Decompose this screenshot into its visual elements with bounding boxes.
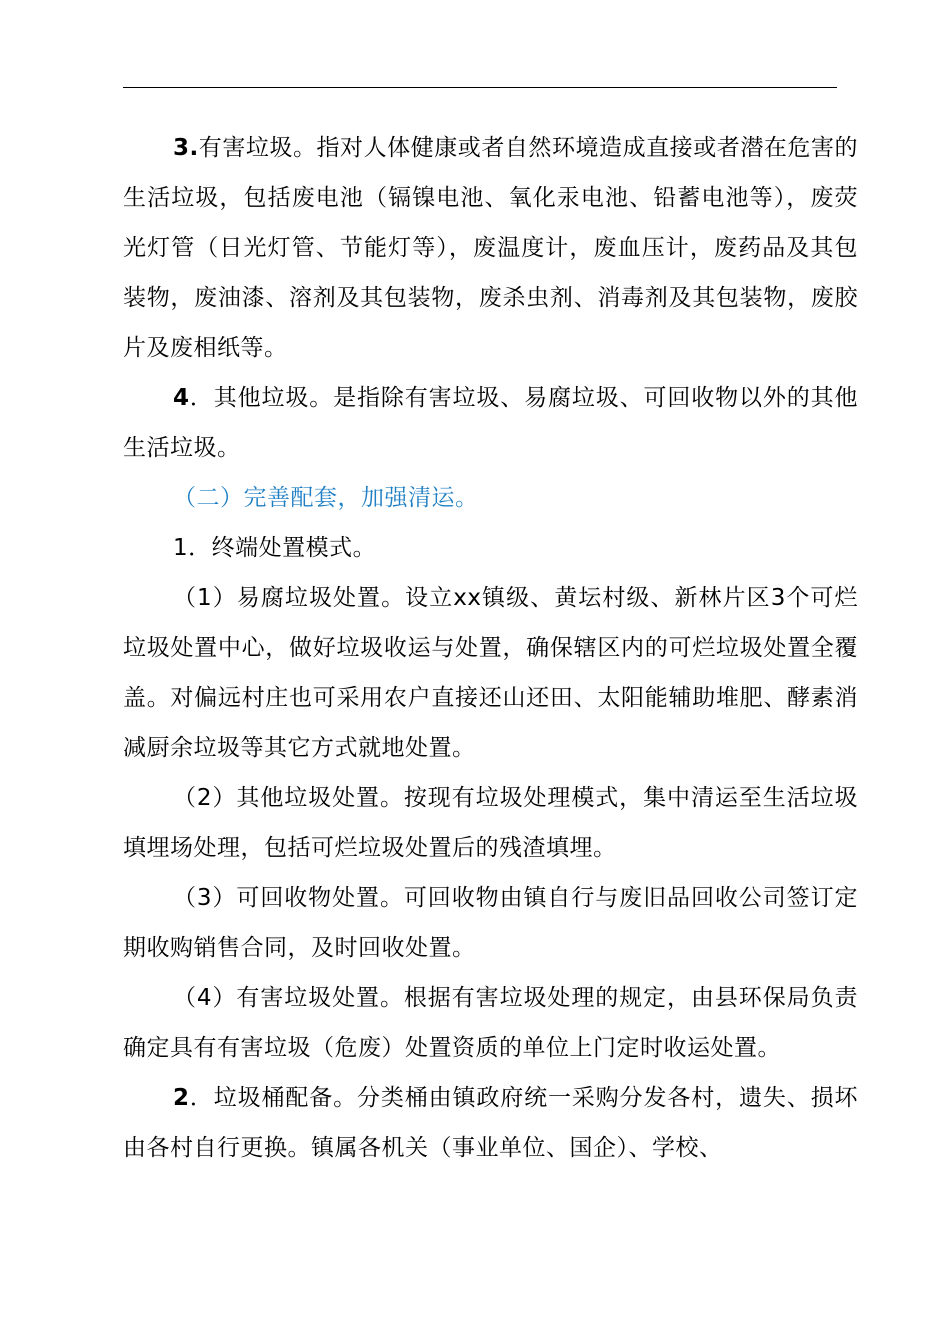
paragraph-text: ．其他垃圾。是指除有害垃圾、易腐垃圾、可回收物以外的其他生活垃圾。 bbox=[123, 385, 858, 461]
paragraph-number: 2 bbox=[173, 1085, 190, 1111]
paragraph-other-disposal: （2）其他垃圾处置。按现有垃圾处理模式，集中清运至生活垃圾填埋场处理，包括可烂垃圾处置后的残渣填埋。 bbox=[123, 785, 858, 861]
paragraph-other-waste bbox=[123, 373, 858, 473]
paragraph-bin-allocation bbox=[123, 1073, 858, 1173]
paragraph-hazardous-disposal: （4）有害垃圾处置。根据有害垃圾处理的规定，由县环保局负责确定具有有害垃圾（危废）处置资质的单位上门定时收运处置。 bbox=[123, 985, 858, 1061]
document-body bbox=[123, 123, 858, 1173]
paragraph-text: 有害垃圾。指对人体健康或者自然环境造成直接或者潜在危害的生活垃圾，包括废电池（镉镍电池、氧化汞电池、铅蓄电池等），废荧光灯管（日光灯管、节能灯等），废温度计，废血压计，废药品及其包装物，废油漆、溶剂及其包装物，废杀虫剂、消毒剂及其包装物，废胶片及废相纸等。 bbox=[123, 135, 858, 361]
paragraph-recyclable-disposal: （3）可回收物处置。可回收物由镇自行与废旧品回收公司签订定期收购销售合同，及时回收处置。 bbox=[123, 885, 858, 961]
subsection-heading: 1．终端处置模式。 bbox=[173, 535, 377, 561]
paragraph-text: ．垃圾桶配备。分类桶由镇政府统一采购分发各村，遗失、损坏由各村自行更换。镇属各机关（事业单位、国企）、学校、 bbox=[123, 1085, 858, 1161]
paragraph-number: 3. bbox=[173, 135, 199, 161]
paragraph-number: 4 bbox=[173, 385, 190, 411]
paragraph-perishable-disposal: （1）易腐垃圾处置。设立xx镇级、黄坛村级、新林片区3个可烂垃圾处置中心，做好垃圾收运与处置，确保辖区内的可烂垃圾处置全覆盖。对偏远村庄也可采用农户直接还山还田、太阳能辅助堆肥、酵素消减厨余垃圾等其它方式就地处置。 bbox=[123, 585, 858, 761]
section-heading: （二）完善配套，加强清运。 bbox=[173, 485, 479, 511]
paragraph-hazardous-waste bbox=[123, 123, 858, 373]
header-rule bbox=[123, 87, 837, 88]
